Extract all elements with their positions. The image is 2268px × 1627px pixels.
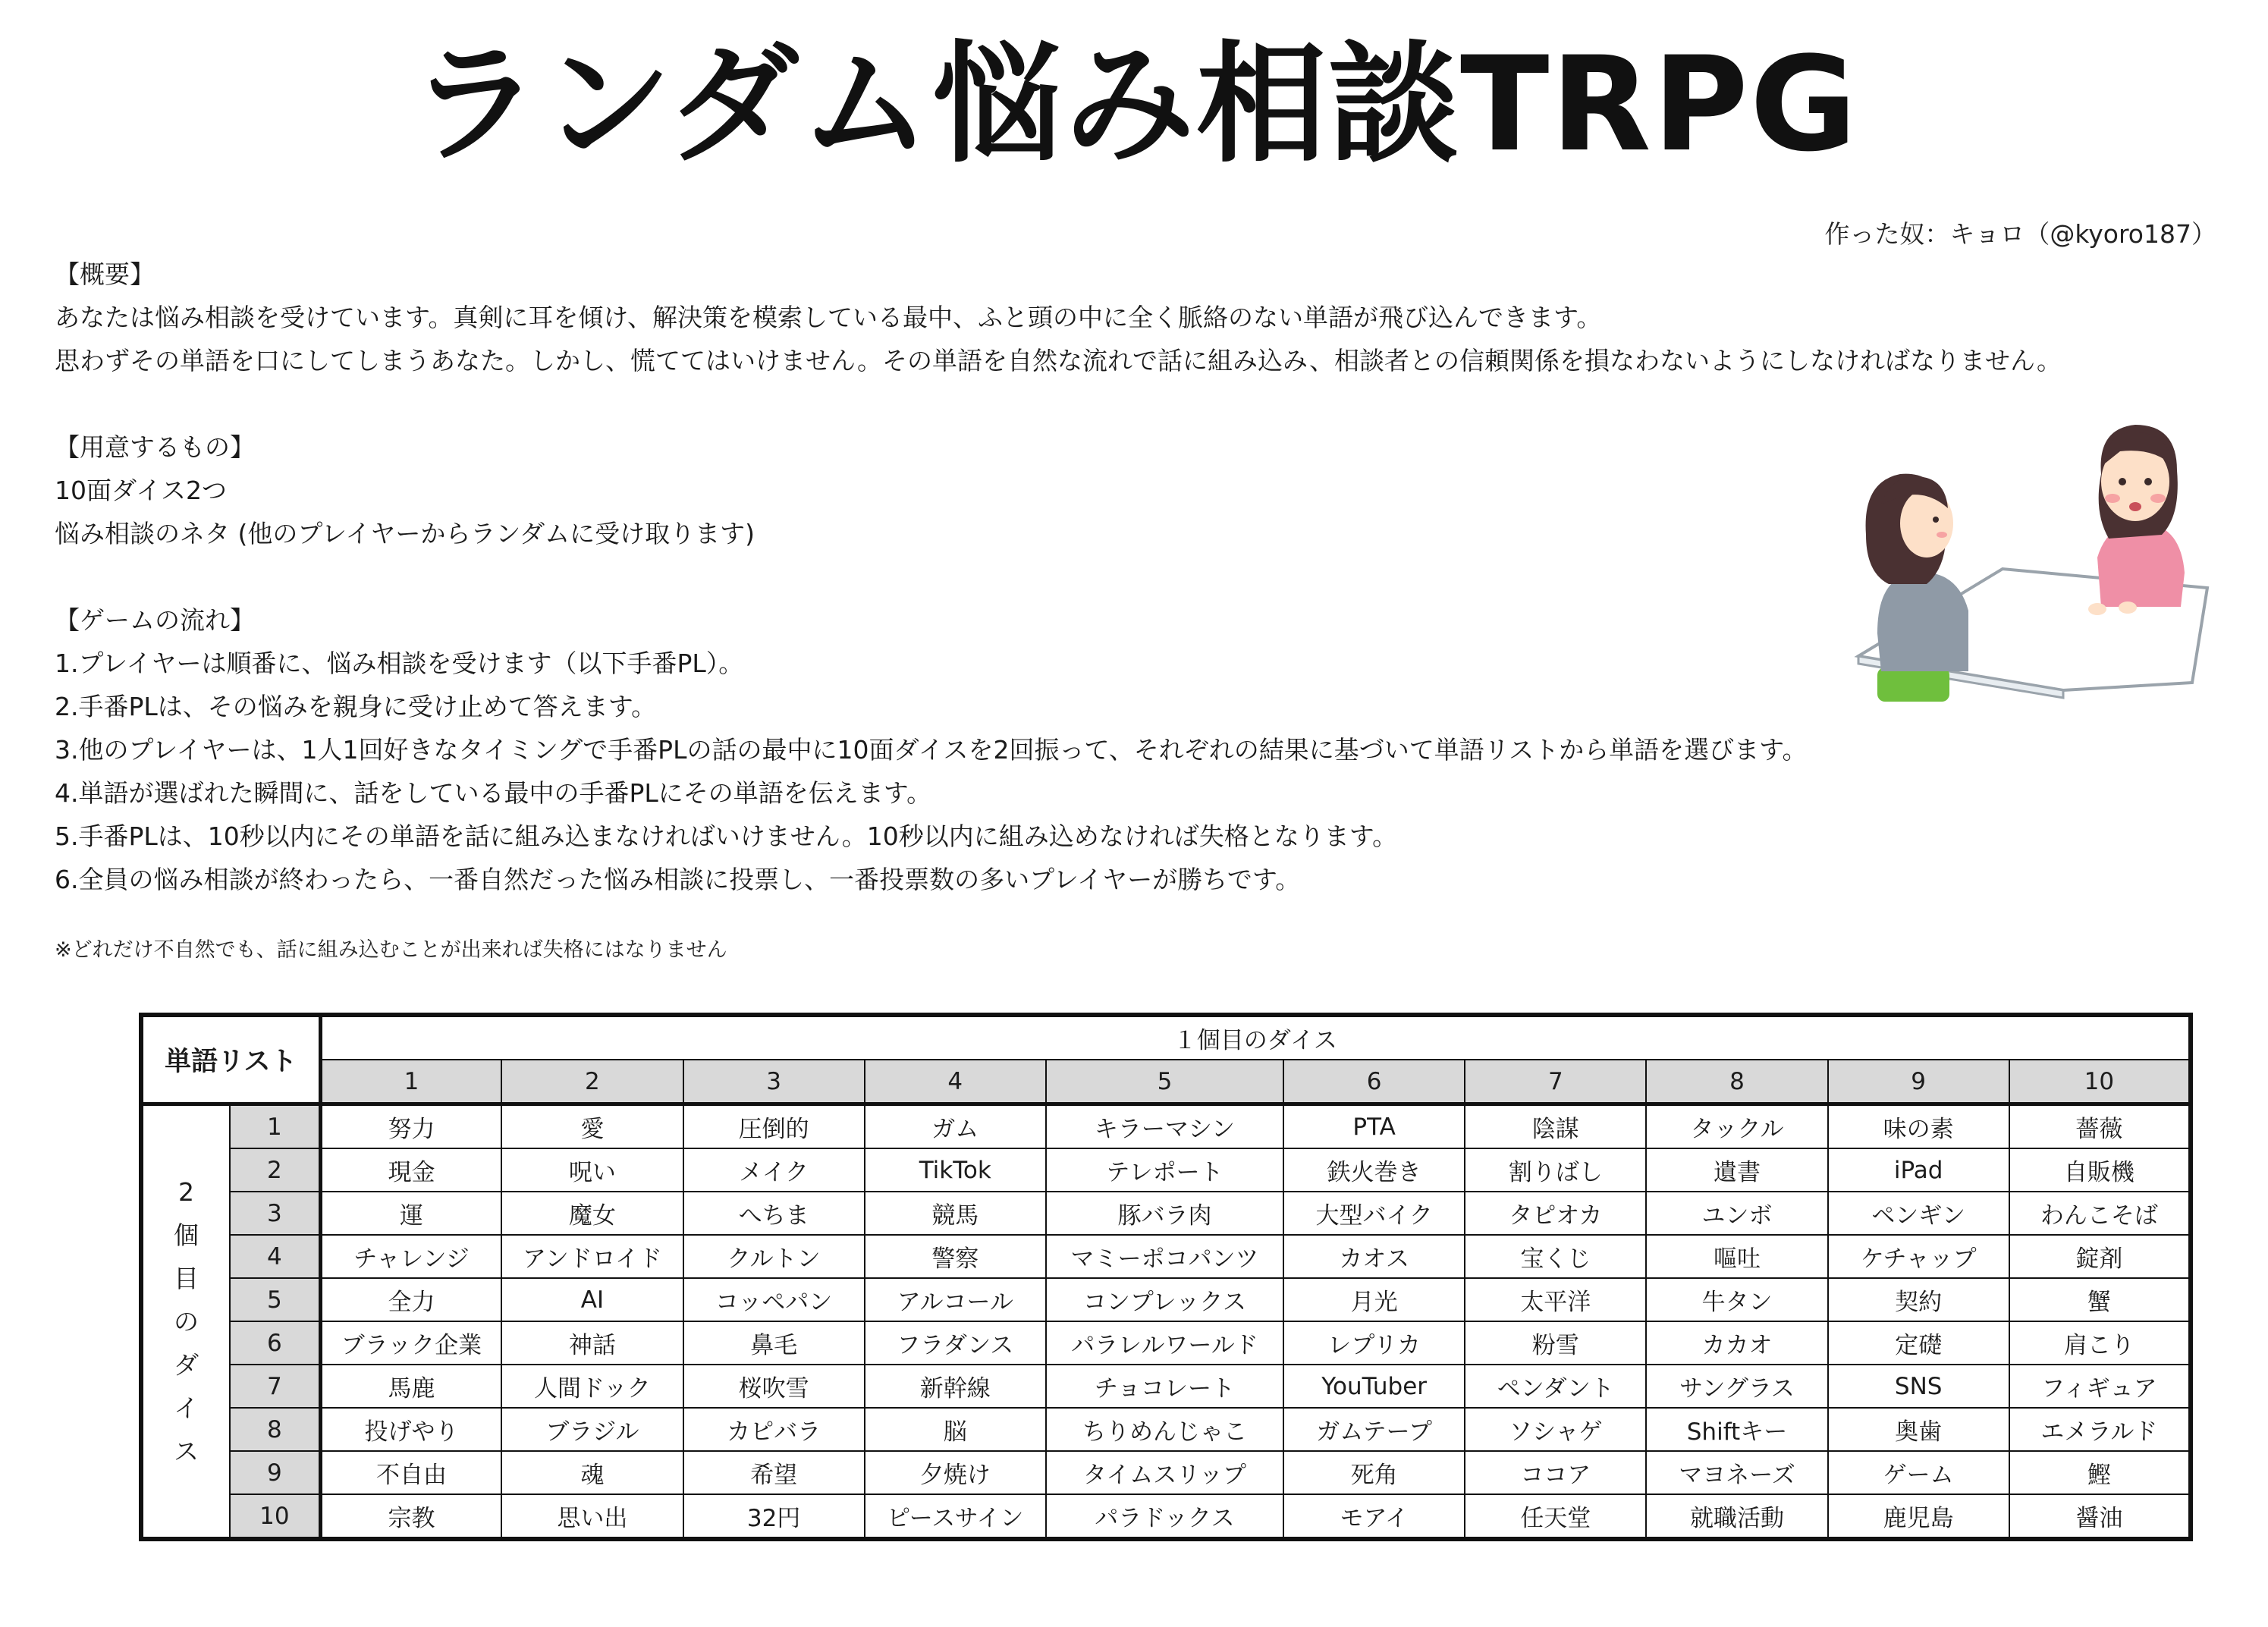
row-header: 10 (230, 1494, 320, 1539)
word-cell: ペンダント (1465, 1365, 1646, 1408)
column-header: 9 (1828, 1060, 2009, 1104)
rules-line: 3.他のプレイヤーは、1人1回好きなタイミングで手番PLの話の最中に10面ダイスを2回振って、それぞれの結果に基づいて単語リストから単語を選びます。 (55, 735, 1808, 765)
word-cell: ソシャゲ (1465, 1408, 1646, 1451)
word-cell: 呪い (501, 1148, 683, 1192)
word-cell: 太平洋 (1465, 1278, 1646, 1321)
word-cell: チャレンジ (320, 1235, 501, 1278)
second-die-char: ダ (174, 1349, 199, 1380)
word-cell: カカオ (1646, 1321, 1827, 1365)
column-header: 8 (1646, 1060, 1827, 1104)
word-cell: 鹿児島 (1828, 1494, 2009, 1539)
row-header: 9 (230, 1451, 320, 1494)
word-cell: わんこそば (2009, 1192, 2191, 1235)
word-cell: ユンボ (1646, 1192, 1827, 1235)
column-header: 7 (1465, 1060, 1646, 1104)
second-die-char: の (174, 1306, 199, 1336)
word-cell: ガム (865, 1104, 1046, 1149)
word-cell: タピオカ (1465, 1192, 1646, 1235)
table-row (141, 1321, 2191, 1365)
word-cell: 錠剤 (2009, 1235, 2191, 1278)
row-header: 3 (230, 1192, 320, 1235)
rules-line: 6.全員の悩み相談が終わったら、一番自然だった悩み相談に投票し、一番投票数の多いプレイヤーが勝ちです。 (55, 865, 1301, 894)
word-cell: 牛タン (1646, 1278, 1827, 1321)
word-cell: 定礎 (1828, 1321, 2009, 1365)
word-cell: 全力 (320, 1278, 501, 1321)
second-die-label (141, 1104, 230, 1540)
word-cell: 神話 (501, 1321, 683, 1365)
word-list-table-wrap (139, 1013, 2193, 1537)
word-cell: パラレルワールド (1046, 1321, 1283, 1365)
table-row (141, 1451, 2191, 1494)
row-header: 5 (230, 1278, 320, 1321)
word-cell: フィギュア (2009, 1365, 2191, 1408)
word-cell: 嘔吐 (1646, 1235, 1827, 1278)
word-cell: フラダンス (865, 1321, 1046, 1365)
word-cell: アルコール (865, 1278, 1046, 1321)
word-cell: PTA (1283, 1104, 1465, 1149)
second-die-char: 目 (174, 1263, 199, 1293)
word-cell: 味の素 (1828, 1104, 2009, 1149)
word-cell: マミーポコパンツ (1046, 1235, 1283, 1278)
row-header: 7 (230, 1365, 320, 1408)
word-cell: 思い出 (501, 1494, 683, 1539)
row-header: 2 (230, 1148, 320, 1192)
word-cell: 希望 (683, 1451, 865, 1494)
word-cell: 就職活動 (1646, 1494, 1827, 1539)
word-cell: 遺書 (1646, 1148, 1827, 1192)
word-cell: ガムテープ (1283, 1408, 1465, 1451)
word-cell: 死角 (1283, 1451, 1465, 1494)
table-row (141, 1408, 2191, 1451)
row-header: 6 (230, 1321, 320, 1365)
word-cell: コンプレックス (1046, 1278, 1283, 1321)
word-cell: TikTok (865, 1148, 1046, 1192)
word-cell: 夕焼け (865, 1451, 1046, 1494)
column-header: 1 (320, 1060, 501, 1104)
word-cell: メイク (683, 1148, 865, 1192)
word-cell: 大型バイク (1283, 1192, 1465, 1235)
word-cell: 陰謀 (1465, 1104, 1646, 1149)
second-die-char: 個 (174, 1220, 199, 1250)
word-cell: タイムスリップ (1046, 1451, 1283, 1494)
word-cell: カオス (1283, 1235, 1465, 1278)
word-cell: 人間ドック (501, 1365, 683, 1408)
word-cell: モアイ (1283, 1494, 1465, 1539)
second-die-char: 2 (178, 1176, 195, 1207)
word-cell: ちりめんじゃこ (1046, 1408, 1283, 1451)
row-header: 1 (230, 1104, 320, 1149)
word-cell: ペンギン (1828, 1192, 2009, 1235)
word-cell: 脳 (865, 1408, 1046, 1451)
table-row (141, 1235, 2191, 1278)
word-cell: 警察 (865, 1235, 1046, 1278)
word-cell: アンドロイド (501, 1235, 683, 1278)
rules-line: 2.手番PLは、その悩みを親身に受け止めて答えます。 (55, 692, 657, 721)
word-cell: 任天堂 (1465, 1494, 1646, 1539)
second-die-char: ス (174, 1436, 199, 1466)
word-cell: YouTuber (1283, 1365, 1465, 1408)
rules-line: 【ゲームの流れ】 (55, 605, 255, 635)
footnote: ※どれだけ不自然でも、話に組み込むことが出来れば失格にはなりません (55, 938, 727, 962)
word-cell: 不自由 (320, 1451, 501, 1494)
word-cell: 宗教 (320, 1494, 501, 1539)
word-cell: 粉雪 (1465, 1321, 1646, 1365)
word-cell: 割りばし (1465, 1148, 1646, 1192)
table-row (141, 1148, 2191, 1192)
word-cell: へちま (683, 1192, 865, 1235)
rules-line: 1.プレイヤーは順番に、悩み相談を受けます（以下手番PL）。 (55, 649, 744, 678)
author-credit: 作った奴：キョロ（@kyoro187） (1824, 219, 2216, 249)
word-cell: パラドックス (1046, 1494, 1283, 1539)
word-cell: SNS (1828, 1365, 2009, 1408)
word-cell: 圧倒的 (683, 1104, 865, 1149)
second-die-char: イ (174, 1393, 199, 1423)
word-cell: エメラルド (2009, 1408, 2191, 1451)
table-row (141, 1192, 2191, 1235)
word-cell: AI (501, 1278, 683, 1321)
word-list-table (139, 1013, 2193, 1541)
rules-line: 悩み相談のネタ (他のプレイヤーからランダムに受け取ります) (55, 519, 755, 548)
word-cell: キラーマシン (1046, 1104, 1283, 1149)
word-cell: 努力 (320, 1104, 501, 1149)
column-header-row (141, 1060, 2191, 1104)
word-cell: レプリカ (1283, 1321, 1465, 1365)
two-women-counseling-illustration (1836, 383, 2215, 717)
word-cell: 契約 (1828, 1278, 2009, 1321)
word-cell: 肩こり (2009, 1321, 2191, 1365)
word-cell: 醤油 (2009, 1494, 2191, 1539)
word-cell: 魔女 (501, 1192, 683, 1235)
word-cell: 愛 (501, 1104, 683, 1149)
word-cell: 魂 (501, 1451, 683, 1494)
word-cell: 奥歯 (1828, 1408, 2009, 1451)
rules-line: 10面ダイス2つ (55, 476, 227, 505)
word-cell: 新幹線 (865, 1365, 1046, 1408)
word-cell: 投げやり (320, 1408, 501, 1451)
word-cell: マヨネーズ (1646, 1451, 1827, 1494)
word-cell: タックル (1646, 1104, 1827, 1149)
word-cell: カピバラ (683, 1408, 865, 1451)
word-cell: チョコレート (1046, 1365, 1283, 1408)
word-cell: 薔薇 (2009, 1104, 2191, 1149)
gray-woman-body (1877, 573, 1968, 671)
word-cell: iPad (1828, 1148, 2009, 1192)
word-cell: 鰹 (2009, 1451, 2191, 1494)
rules-line: 思わずその単語を口にしてしまうあなた。しかし、慌ててはいけません。その単語を自然な流れで話に組み込み、相談者との信頼関係を損なわないようにしなければなりません。 (55, 346, 2062, 375)
column-header: 10 (2009, 1060, 2191, 1104)
chair-front (1877, 667, 1949, 702)
word-cell: 鼻毛 (683, 1321, 865, 1365)
word-cell: クルトン (683, 1235, 865, 1278)
word-cell: 自販機 (2009, 1148, 2191, 1192)
rules-line: 5.手番PLは、10秒以内にその単語を話に組み込まなければいけません。10秒以内に組み込めなければ失格となります。 (55, 821, 1398, 851)
column-header: 4 (865, 1060, 1046, 1104)
rules-line (55, 382, 2027, 426)
word-cell: 桜吹雪 (683, 1365, 865, 1408)
column-header: 2 (501, 1060, 683, 1104)
rules-line (55, 555, 2027, 598)
word-cell: 蟹 (2009, 1278, 2191, 1321)
column-header: 6 (1283, 1060, 1465, 1104)
word-cell: 豚バラ肉 (1046, 1192, 1283, 1235)
word-cell: ゲーム (1828, 1451, 2009, 1494)
word-cell: 運 (320, 1192, 501, 1235)
row-header: 4 (230, 1235, 320, 1278)
word-cell: 32円 (683, 1494, 865, 1539)
word-cell: 競馬 (865, 1192, 1046, 1235)
word-cell: Shiftキー (1646, 1408, 1827, 1451)
word-cell: 宝くじ (1465, 1235, 1646, 1278)
word-cell: ブラック企業 (320, 1321, 501, 1365)
word-cell: 現金 (320, 1148, 501, 1192)
table-row (141, 1278, 2191, 1321)
first-die-header: １個目のダイス (320, 1015, 2191, 1060)
row-header: 8 (230, 1408, 320, 1451)
rules-line: 【用意するもの】 (55, 432, 255, 462)
column-header: 3 (683, 1060, 865, 1104)
word-cell: ココア (1465, 1451, 1646, 1494)
word-cell: 月光 (1283, 1278, 1465, 1321)
word-cell: テレポート (1046, 1148, 1283, 1192)
word-cell: ケチャップ (1828, 1235, 2009, 1278)
rules-text (55, 253, 2062, 901)
rules-line: あなたは悩み相談を受けています。真剣に耳を傾け、解決策を模索している最中、ふと頭の中に全く脈絡のない単語が飛び込んできます。 (55, 303, 1602, 332)
word-cell: 馬鹿 (320, 1365, 501, 1408)
table-row (141, 1494, 2191, 1539)
column-header: 5 (1046, 1060, 1283, 1104)
table-row (141, 1104, 2191, 1149)
table-corner-label: 単語リスト (141, 1015, 320, 1104)
rules-line: 4.単語が選ばれた瞬間に、話をしている最中の手番PLにその単語を伝えます。 (55, 778, 932, 808)
word-cell: 鉄火巻き (1283, 1148, 1465, 1192)
page-title: ランダム悩み相談TRPG (409, 28, 1859, 181)
word-cell: ピースサイン (865, 1494, 1046, 1539)
word-cell: コッペパン (683, 1278, 865, 1321)
table-row (141, 1365, 2191, 1408)
rules-line: 【概要】 (55, 259, 155, 289)
word-cell: ブラジル (501, 1408, 683, 1451)
word-cell: サングラス (1646, 1365, 1827, 1408)
